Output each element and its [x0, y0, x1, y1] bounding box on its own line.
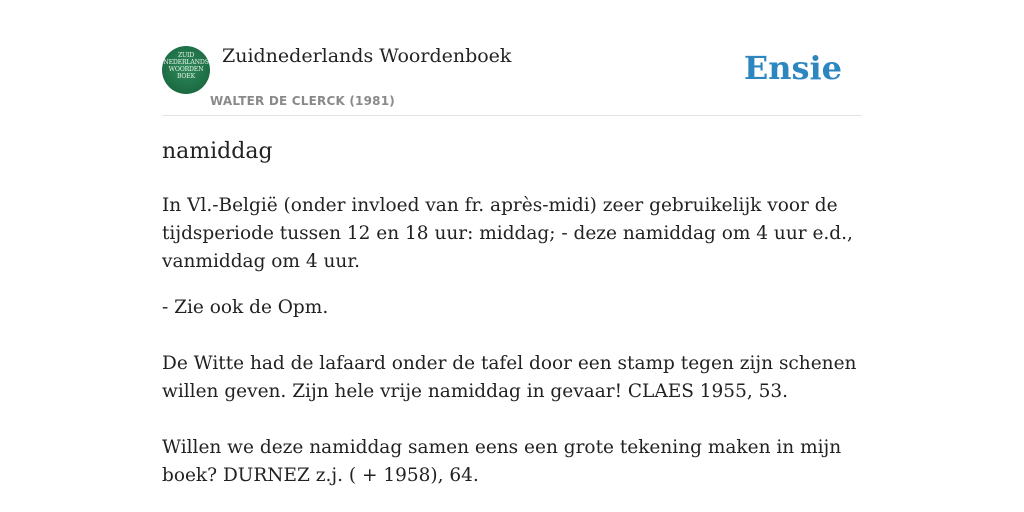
dictionary-title[interactable]: Zuidnederlands Woordenboek [222, 45, 512, 67]
logo-seal-lettering: ZUID NEDERLANDS WOORDEN BOEK [163, 52, 209, 80]
entry-definition: In Vl.-België (onder invloed van fr. après-midi) zeer gebruikelijk voor de tijdsperiode tussen 12 en 18 uur: middag; - deze namiddag om 4 uur e.d., vanmiddag om 4 uur. [162, 195, 853, 272]
entry-see-also: - Zie ook de Opm. [162, 297, 329, 318]
dictionary-author: WALTER DE CLERCK (1981) [210, 94, 395, 108]
ensie-brand-logo[interactable]: Ensie [743, 49, 842, 87]
header-divider [162, 115, 862, 116]
book-seal-icon[interactable] [162, 46, 210, 94]
entry-headword: namiddag [162, 139, 273, 164]
entry-quote: Willen we deze namiddag samen eens een grote tekening maken in mijn boek? DURNEZ z.j. ( + 1958), 64. [162, 437, 842, 486]
entry-quote: De Witte had de lafaard onder de tafel door een stamp tegen zijn schenen willen geven. Zijn hele vrije namiddag in gevaar! CLAES 1955, 53. [162, 353, 857, 402]
entry-body [162, 192, 862, 490]
